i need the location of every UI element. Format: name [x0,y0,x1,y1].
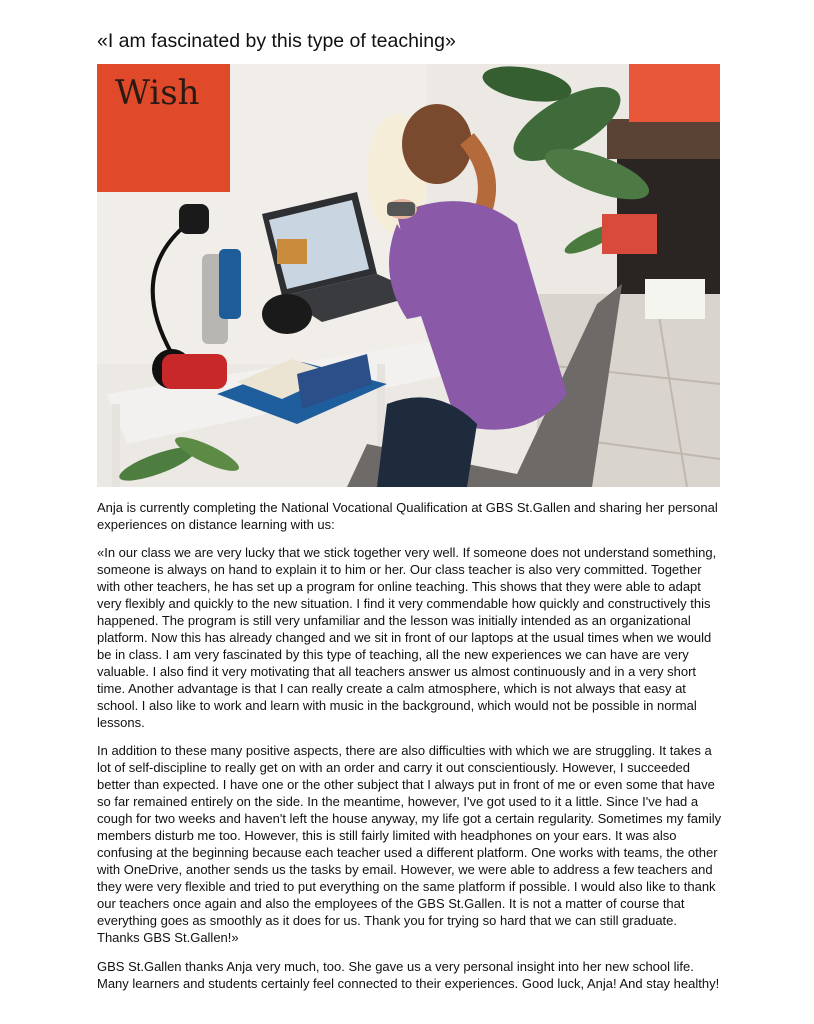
intro-paragraph: Anja is currently completing the National Vocational Qualification at GBS St.Gallen and sharing her personal experiences on distance learning with us: [97,500,718,532]
quote-paragraph-1: «In our class we are very lucky that we stick together very well. If someone does not understand something, someone is always on hand to explain it to him or her. Our class teacher is also very committed. Together with other teachers, he has set up a program for online teaching. This shows that they were able to adapt very flexibly and quickly to the new situation. I find it very commendable how quickly and constructively this happened. The program is still very unfamiliar and the lesson was initially intended as an organizational platform. Now this has already changed and we sit in front of our laptops at the usual times when we would be in class. I am very fascinated by this type of teaching, all the new experiences we can have are very valuable. I also find it very motivating that all teachers answer us almost continuously and in a very short time. Another advantage is that I can really create a calm atmosphere, which is not always that easy at school. I also like to work and learn with music in the background, which would not be possible in normal lessons. [97,545,717,730]
article-title: «I am fascinated by this type of teaching» [97,30,456,52]
quote-paragraph-2: In addition to these many positive aspects, there are also difficulties with which we are struggling. It takes a lot of self-discipline to really get on with an order and carry it out conscientiously. However, I succeeded better than expected. I have one or the other subject that I always put in front of me or even some that have so far remained entirely on the side. In the meantime, however, I've got used to it a little. Since I've had a cough for two weeks and haven't left the house anyway, my life got a certain regularity. Sometimes my family members disturb me too. However, this is still fairly limited with headphones on your ears. It was also confusing at the beginning because each teacher used a different platform. One works with teams, the other with OneDrive, another sends us the tasks by email. However, we were able to address a few teachers and they were very flexible and tried to put everything on the same platform if possible. I would also like to thank our teachers once again and also the employees of the GBS St.Gallen. It is not a matter of course that everything goes as smoothly as it does for us. Thank you for trying so hard that we can still graduate. Thanks GBS St.Gallen!» [97,743,722,945]
wish-sign-text: Wish [115,73,200,113]
article-photo [97,64,720,487]
closing-paragraph: GBS St.Gallen thanks Anja very much, too. She gave us a very personal insight into her new school life. Many learners and students certainly feel connected to their experiences. Good luck, Anja! And stay healthy! [97,959,720,991]
